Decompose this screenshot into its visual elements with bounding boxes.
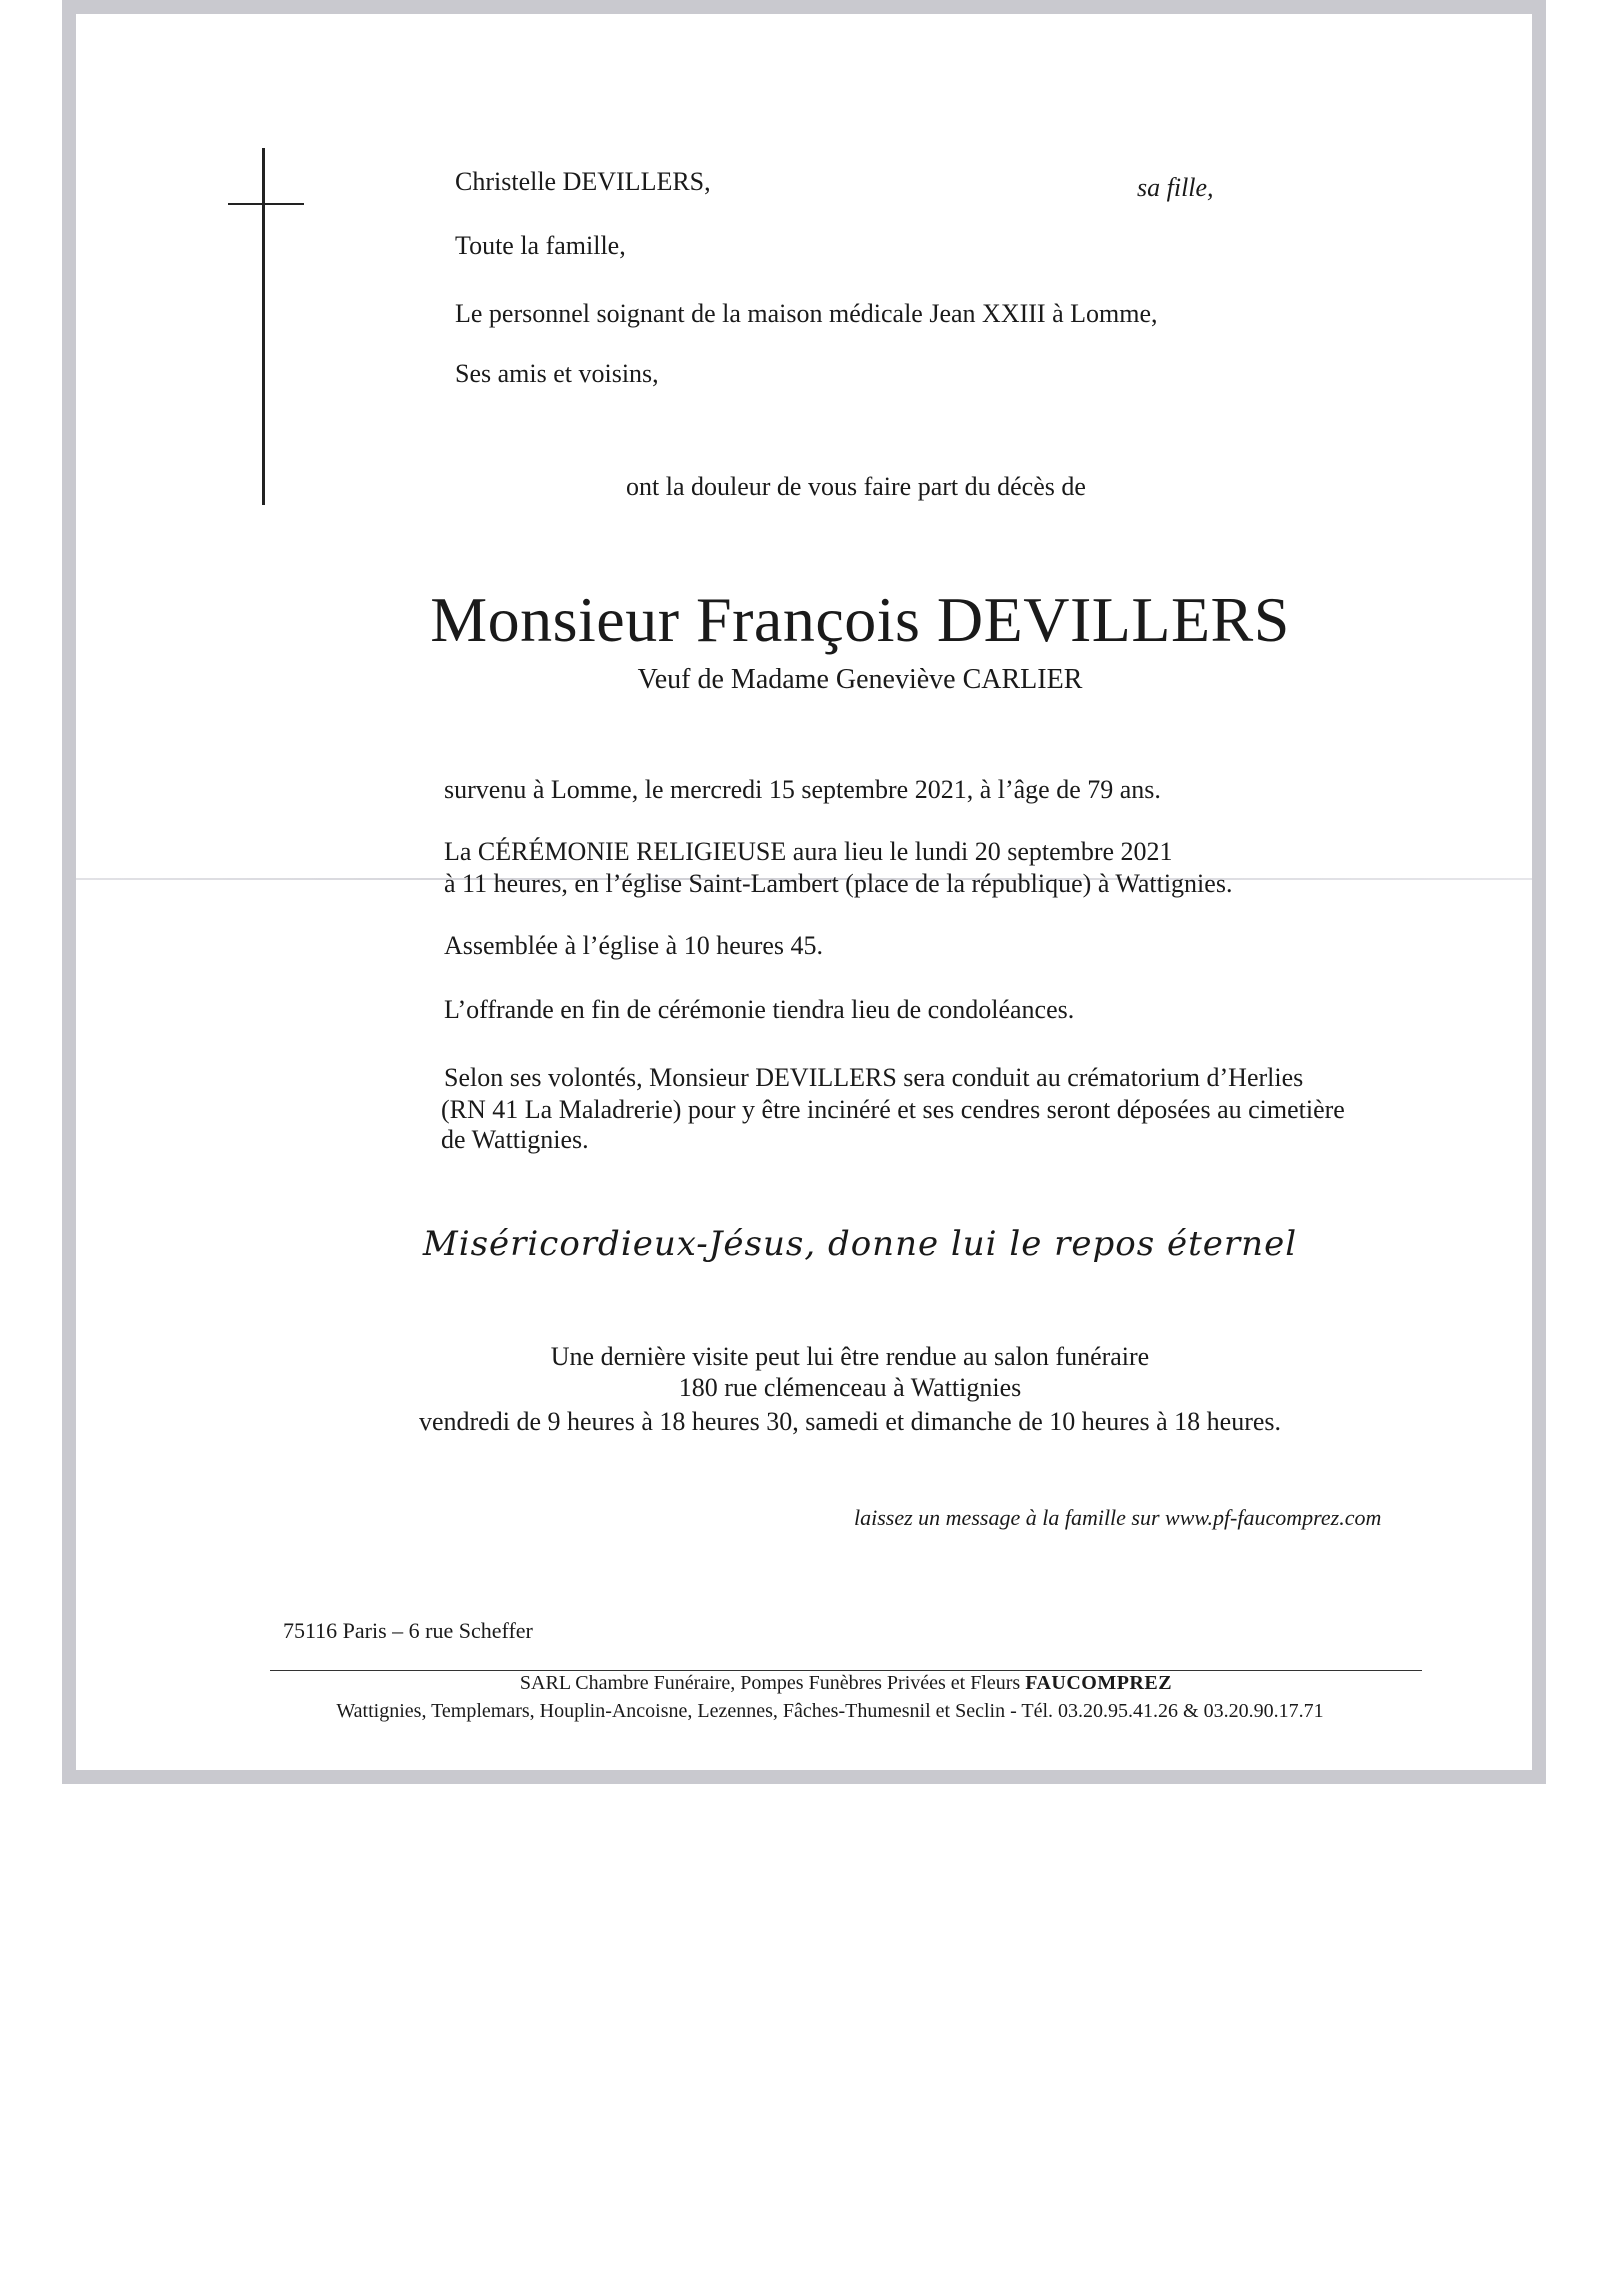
care-staff: Le personnel soignant de la maison médicale Jean XXIII à Lomme, [455, 299, 1158, 328]
footer-company-prefix: SARL Chambre Funéraire, Pompes Funèbres Privées et Fleurs [519, 1672, 1021, 1694]
prayer: Miséricordieux-Jésus, donne lui le repos éternel [422, 1224, 1298, 1264]
cross-vertical-bar [262, 148, 265, 505]
visit-line-3: vendredi de 9 heures à 18 heures 30, samedi et dimanche de 10 heures à 18 heures. [418, 1407, 1282, 1436]
wishes-line-3: de Wattignies. [441, 1125, 589, 1154]
widower-of: Veuf de Madame Geneviève CARLIER [637, 664, 1083, 695]
visit-line-2: 180 rue clémenceau à Wattignies [678, 1373, 1022, 1402]
wishes-line-1: Selon ses volontés, Monsieur DEVILLERS sera conduit au crématorium d’Herlies [444, 1063, 1304, 1092]
cross-horizontal-bar [228, 203, 304, 205]
footer-company [270, 1670, 1422, 1696]
assembly: Assemblée à l’église à 10 heures 45. [444, 931, 824, 960]
daughter-name: Christelle DEVILLERS, [455, 167, 711, 196]
ceremony-line-2: à 11 heures, en l’église Saint-Lambert (place de la république) à Wattignies. [444, 869, 1233, 898]
footer-company-name: FAUCOMPREZ [1025, 1672, 1173, 1694]
announcement: ont la douleur de vous faire part du décès de [626, 472, 1086, 501]
address: 75116 Paris – 6 rue Scheffer [283, 1618, 533, 1643]
whole-family: Toute la famille, [455, 231, 626, 260]
wishes-line-2: (RN 41 La Maladrerie) pour y être incinéré et ses cendres seront déposées au cimetière [441, 1095, 1345, 1124]
offering: L’offrande en fin de cérémonie tiendra lieu de condoléances. [444, 995, 1075, 1024]
deceased-name: Monsieur François DEVILLERS [430, 584, 1290, 655]
footer-locations: Wattignies, Templemars, Houplin-Ancoisne, Lezennes, Fâches-Thumesnil et Seclin - Tél. 03.20.95.41.26 & 03.20.90.17.71 [336, 1700, 1324, 1722]
daughter-role: sa fille, [1137, 173, 1214, 202]
message-link-text: laissez un message à la famille sur www.pf-faucomprez.com [854, 1505, 1382, 1530]
friends: Ses amis et voisins, [455, 359, 659, 388]
death-details: survenu à Lomme, le mercredi 15 septembre 2021, à l’âge de 79 ans. [444, 775, 1161, 804]
ceremony-line-1: La CÉRÉMONIE RELIGIEUSE aura lieu le lundi 20 septembre 2021 [444, 837, 1173, 866]
visit-line-1: Une dernière visite peut lui être rendue au salon funéraire [550, 1342, 1150, 1371]
